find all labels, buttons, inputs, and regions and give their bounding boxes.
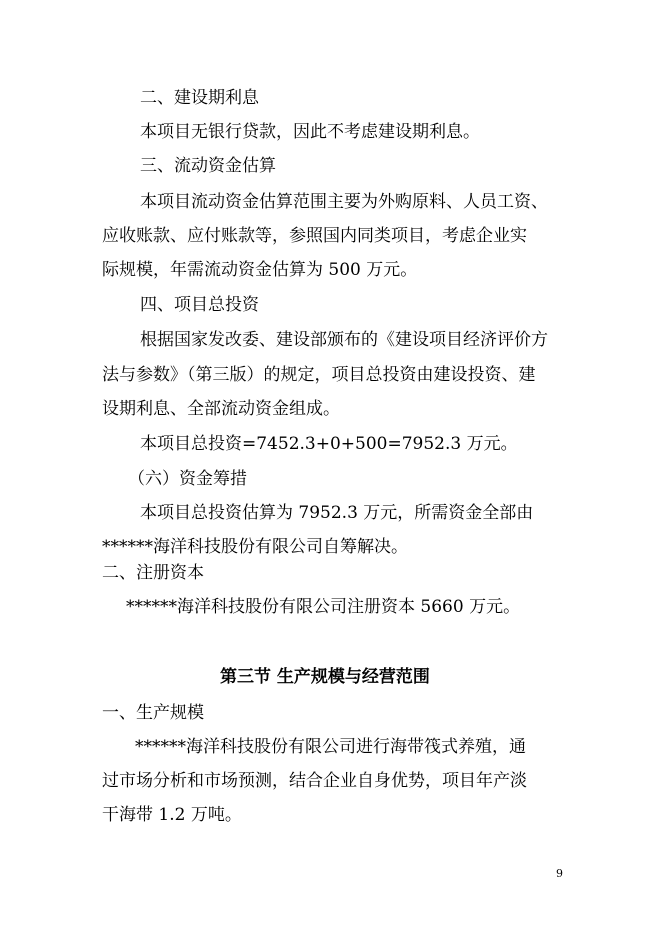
page-number: 9: [556, 867, 563, 880]
paragraph-funding-line-2: ******海洋科技股份有限公司自筹解决。: [102, 537, 408, 557]
paragraph-production-scale-line-2: 过市场分析和市场预测，结合企业自身优势，项目年产淡: [102, 771, 527, 791]
paragraph-registered-capital: ******海洋科技股份有限公司注册资本 5660 万元。: [126, 597, 521, 617]
paragraph-production-scale-line-3: 干海带 1.2 万吨。: [102, 805, 242, 825]
chapter-title: 第三节 生产规模与经营范围: [220, 667, 430, 687]
paragraph-production-scale-line-1: ******海洋科技股份有限公司进行海带筏式养殖，通: [135, 737, 526, 757]
section-heading-registered-capital: 二、注册资本: [102, 563, 204, 583]
total-investment-formula: 本项目总投资=7452.3+0+500=7952.3 万元。: [140, 434, 518, 454]
paragraph-working-capital-line-2: 应收账款、应付账款等，参照国内同类项目，考虑企业实: [102, 226, 527, 246]
section-heading-funding: （六）资金筹措: [128, 469, 247, 489]
section-heading-total-investment: 四、项目总投资: [140, 295, 259, 315]
paragraph-total-investment-line-1: 根据国家发改委、建设部颁布的《建设项目经济评价方: [140, 330, 548, 350]
paragraph-working-capital-line-1: 本项目流动资金估算范围主要为外购原料、人员工资、: [140, 192, 548, 212]
section-heading-working-capital: 三、流动资金估算: [140, 156, 276, 176]
paragraph-funding-line-1: 本项目总投资估算为 7952.3 万元，所需资金全部由: [140, 503, 534, 523]
paragraph-working-capital-line-3: 际规模，年需流动资金估算为 500 万元。: [102, 260, 418, 280]
section-heading-construction-interest: 二、建设期利息: [140, 88, 259, 108]
paragraph-total-investment-line-2: 法与参数》（第三版）的规定，项目总投资由建设投资、建: [102, 365, 536, 385]
paragraph-total-investment-line-3: 设期利息、全部流动资金组成。: [102, 399, 340, 419]
section-heading-production-scale: 一、生产规模: [102, 703, 204, 723]
paragraph-construction-interest: 本项目无银行贷款，因此不考虑建设期利息。: [140, 122, 480, 142]
